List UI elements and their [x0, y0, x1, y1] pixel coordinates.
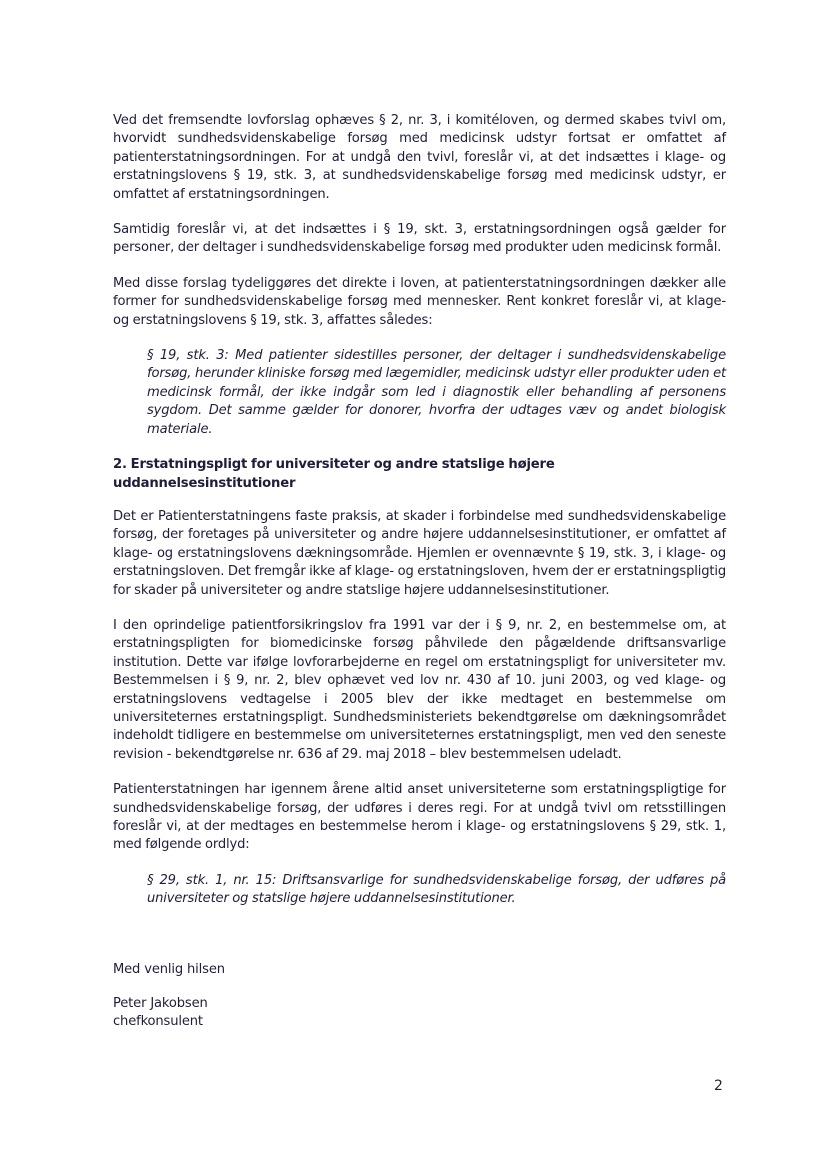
paragraph-2: Samtidig foreslår vi, at det indsættes i § 19, skt. 3, erstatningsordningen også gælder for personer, der deltager i sundhedsvidenskabelige forsøg med produkter uden medicinsk formål. [113, 222, 726, 256]
quote-section-19: § 19, stk. 3: Med patienter sidestilles personer, der deltager i sundhedsvidenskabelige forsøg, herunder kliniske forsøg med lægemidler, medicinsk udstyr eller produkter uden et medicinsk formål, der ikke indgår som led i diagnostik eller behandling af personens sygdom. Det samme gælder for donorer, hvorfra der udtages væv og andet biologisk materiale. [147, 348, 726, 437]
signatory-name: Peter Jakobsen [113, 996, 208, 1012]
closing-greeting: Med venlig hilsen [113, 961, 225, 977]
signatory-title: chefkonsulent [113, 1014, 203, 1030]
paragraph-1: Ved det fremsendte lovforslag ophæves § 2, nr. 3, i komitéloven, og dermed skabes tvivl om, hvorvidt sundhedsvidenskabelige forsøg med medicinsk udstyr fortsat er omfattet af patienterstatningsordningen. For at undgå den tvivl, foreslår vi, at det indsættes i klage- og erstatningslovens § 19, stk. 3, at sundhedsvidenskabelige forsøg med medicinsk udstyr, er omfattet af erstatningsordningen. [113, 113, 726, 202]
paragraph-6: Patienterstatningen har igennem årene altid anset universiteterne som erstatningspligtige for sundhedsvidenskabelige forsøg, der udføres i deres regi. For at undgå tvivl om retsstillingen foreslår vi, at der medtages en bestemmelse herom i klage- og erstatningslovens § 29, stk. 1, med følgende ordlyd: [113, 782, 726, 853]
paragraph-4: Det er Patienterstatningens faste praksis, at skader i forbindelse med sundhedsvidenskabelige forsøg, der foretages på universiteter og andre højere uddannelsesinstitutioner, er omfattet af klage- og erstatningslovens dækningsområde. Hjemlen er ovennævnte § 19, stk. 3, i klage- og erstatningsloven. Det fremgår ikke af klage- og erstatningsloven, hvem der er erstatningspligtig for skader på universiteter og andre statslige højere uddannelsesinstitutioner. [113, 508, 726, 598]
quote-section-29: § 29, stk. 1, nr. 15: Driftsansvarlige for sundhedsvidenskabelige forsøg, der udføres på universiteter og statslige højere uddannelsesinstitutioner. [147, 872, 726, 907]
section-heading-2: 2. Erstatningspligt for universiteter og andre statslige højere uddannelsesinstitutioner [113, 457, 555, 491]
paragraph-3: Med disse forslag tydeliggøres det direkte i loven, at patienterstatningsordningen dækker alle former for sundhedsvidenskabelige forsøg med mennesker. Rent konkret foreslår vi, at klage- og erstatningslovens § 19, stk. 3, affattes således: [113, 275, 726, 328]
document-body [113, 112, 726, 1032]
paragraph-5: I den oprindelige patientforsikringslov fra 1991 var der i § 9, nr. 2, en bestemmelse om, at erstatningspligten for biomedicinske forsøg påhvilede den pågældende driftsansvarlige institution. Dette var ifølge lovforarbejderne en regel om erstatningspligt for universiteter mv. Bestemmelsen i § 9, nr. 2, blev ophævet ved lov nr. 430 af 10. juni 2003, og ved klage- og erstatningslovens vedtagelse i 2005 blev der ikke medtaget en bestemmelse om universiteternes erstatningspligt. Sundhedsministeriets bekendtgørelse om dækningsområdet indeholdt tidligere en bestemmelse om universiteternes erstatningspligt, men ved den seneste revision - bekendtgørelse nr. 636 af 29. maj 2018 – blev bestemmelsen udeladt. [113, 617, 726, 762]
page-number: 2 [714, 1078, 723, 1094]
